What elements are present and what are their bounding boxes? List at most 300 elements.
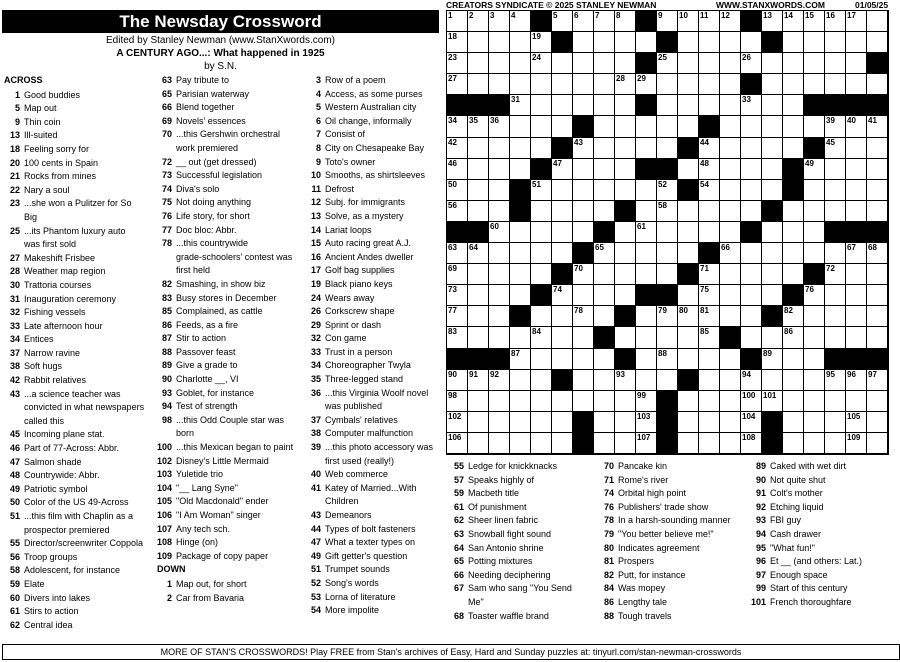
grid-cell[interactable] (510, 138, 531, 159)
grid-cell[interactable] (678, 306, 699, 327)
grid-cell[interactable] (678, 32, 699, 53)
grid-cell[interactable] (531, 74, 552, 95)
grid-cell[interactable] (552, 285, 573, 306)
grid-cell[interactable] (762, 95, 783, 116)
grid-cell[interactable] (825, 370, 846, 391)
grid-cell[interactable] (615, 327, 636, 348)
grid-cell[interactable] (804, 412, 825, 433)
grid-cell[interactable] (783, 327, 804, 348)
grid-cell[interactable] (657, 180, 678, 201)
grid-cell[interactable] (636, 201, 657, 222)
grid-cell[interactable] (552, 180, 573, 201)
grid-cell[interactable] (636, 327, 657, 348)
grid-cell[interactable] (615, 222, 636, 243)
grid-cell[interactable] (846, 32, 867, 53)
grid-cell[interactable] (657, 11, 678, 32)
grid-cell[interactable] (615, 11, 636, 32)
grid-cell[interactable] (783, 116, 804, 137)
grid-cell[interactable] (447, 327, 468, 348)
grid-cell[interactable] (762, 264, 783, 285)
grid-cell[interactable] (699, 222, 720, 243)
grid-cell[interactable] (552, 53, 573, 74)
grid-cell[interactable] (783, 11, 804, 32)
grid-cell[interactable] (720, 11, 741, 32)
grid-cell[interactable] (531, 53, 552, 74)
grid-cell[interactable] (636, 32, 657, 53)
grid-cell[interactable] (804, 53, 825, 74)
grid-cell[interactable] (846, 391, 867, 412)
grid-cell[interactable] (552, 243, 573, 264)
grid-cell[interactable] (783, 53, 804, 74)
grid-cell[interactable] (573, 370, 594, 391)
grid-cell[interactable] (846, 306, 867, 327)
grid-cell[interactable] (636, 370, 657, 391)
grid-cell[interactable] (531, 306, 552, 327)
grid-cell[interactable] (573, 306, 594, 327)
grid-cell[interactable] (762, 285, 783, 306)
grid-cell[interactable] (531, 327, 552, 348)
grid-cell[interactable] (741, 370, 762, 391)
grid-cell[interactable] (867, 412, 888, 433)
grid-cell[interactable] (615, 412, 636, 433)
grid-cell[interactable] (720, 264, 741, 285)
grid-cell[interactable] (762, 138, 783, 159)
grid-cell[interactable] (825, 327, 846, 348)
grid-cell[interactable] (615, 53, 636, 74)
grid-cell[interactable] (489, 433, 510, 454)
grid-cell[interactable] (573, 391, 594, 412)
grid-cell[interactable] (846, 327, 867, 348)
grid-cell[interactable] (636, 412, 657, 433)
grid-cell[interactable] (720, 138, 741, 159)
grid-cell[interactable] (468, 391, 489, 412)
grid-cell[interactable] (489, 74, 510, 95)
grid-cell[interactable] (720, 306, 741, 327)
grid-cell[interactable] (531, 391, 552, 412)
grid-cell[interactable] (699, 32, 720, 53)
grid-cell[interactable] (447, 138, 468, 159)
grid-cell[interactable] (678, 391, 699, 412)
grid-cell[interactable] (489, 391, 510, 412)
grid-cell[interactable] (699, 180, 720, 201)
grid-cell[interactable] (741, 306, 762, 327)
grid-cell[interactable] (510, 433, 531, 454)
grid-cell[interactable] (657, 264, 678, 285)
grid-cell[interactable] (636, 433, 657, 454)
grid-cell[interactable] (678, 159, 699, 180)
grid-cell[interactable] (594, 243, 615, 264)
grid-cell[interactable] (657, 138, 678, 159)
grid-cell[interactable] (720, 180, 741, 201)
grid-cell[interactable] (615, 159, 636, 180)
grid-cell[interactable] (867, 138, 888, 159)
grid-cell[interactable] (594, 159, 615, 180)
grid-cell[interactable] (594, 264, 615, 285)
grid-cell[interactable] (846, 180, 867, 201)
grid-cell[interactable] (741, 264, 762, 285)
grid-cell[interactable] (678, 74, 699, 95)
grid-cell[interactable] (699, 391, 720, 412)
grid-cell[interactable] (510, 349, 531, 370)
grid-cell[interactable] (468, 306, 489, 327)
grid-cell[interactable] (594, 32, 615, 53)
grid-cell[interactable] (636, 264, 657, 285)
grid-cell[interactable] (531, 412, 552, 433)
grid-cell[interactable] (867, 159, 888, 180)
grid-cell[interactable] (594, 306, 615, 327)
grid-cell[interactable] (573, 327, 594, 348)
grid-cell[interactable] (741, 243, 762, 264)
grid-cell[interactable] (741, 391, 762, 412)
grid-cell[interactable] (699, 53, 720, 74)
grid-cell[interactable] (678, 349, 699, 370)
grid-cell[interactable] (741, 32, 762, 53)
grid-cell[interactable] (594, 74, 615, 95)
grid-cell[interactable] (699, 370, 720, 391)
grid-cell[interactable] (531, 138, 552, 159)
grid-cell[interactable] (552, 116, 573, 137)
grid-cell[interactable] (783, 412, 804, 433)
grid-cell[interactable] (804, 285, 825, 306)
grid-cell[interactable] (678, 243, 699, 264)
grid-cell[interactable] (804, 180, 825, 201)
grid-cell[interactable] (489, 116, 510, 137)
grid-cell[interactable] (552, 391, 573, 412)
grid-cell[interactable] (594, 201, 615, 222)
grid-cell[interactable] (594, 349, 615, 370)
grid-cell[interactable] (510, 327, 531, 348)
grid-cell[interactable] (783, 32, 804, 53)
grid-cell[interactable] (531, 32, 552, 53)
grid-cell[interactable] (531, 222, 552, 243)
grid-cell[interactable] (552, 349, 573, 370)
grid-cell[interactable] (699, 327, 720, 348)
grid-cell[interactable] (867, 32, 888, 53)
grid-cell[interactable] (720, 391, 741, 412)
grid-cell[interactable] (489, 159, 510, 180)
grid-cell[interactable] (762, 53, 783, 74)
grid-cell[interactable] (699, 264, 720, 285)
grid-cell[interactable] (636, 138, 657, 159)
grid-cell[interactable] (804, 116, 825, 137)
grid-cell[interactable] (510, 116, 531, 137)
grid-cell[interactable] (447, 264, 468, 285)
grid-cell[interactable] (678, 95, 699, 116)
grid-cell[interactable] (615, 264, 636, 285)
grid-cell[interactable] (783, 433, 804, 454)
grid-cell[interactable] (783, 138, 804, 159)
grid-cell[interactable] (804, 370, 825, 391)
grid-cell[interactable] (531, 180, 552, 201)
grid-cell[interactable] (531, 201, 552, 222)
grid-cell[interactable] (531, 349, 552, 370)
grid-cell[interactable] (657, 243, 678, 264)
grid-cell[interactable] (489, 138, 510, 159)
grid-cell[interactable] (846, 264, 867, 285)
grid-cell[interactable] (468, 327, 489, 348)
grid-cell[interactable] (804, 74, 825, 95)
grid-cell[interactable] (825, 391, 846, 412)
grid-cell[interactable] (573, 11, 594, 32)
grid-cell[interactable] (741, 327, 762, 348)
grid-cell[interactable] (741, 412, 762, 433)
grid-cell[interactable] (867, 180, 888, 201)
grid-cell[interactable] (468, 74, 489, 95)
grid-cell[interactable] (846, 74, 867, 95)
grid-cell[interactable] (762, 159, 783, 180)
grid-cell[interactable] (552, 201, 573, 222)
grid-cell[interactable] (825, 433, 846, 454)
grid-cell[interactable] (867, 11, 888, 32)
grid-cell[interactable] (783, 370, 804, 391)
grid-cell[interactable] (804, 349, 825, 370)
grid-cell[interactable] (447, 74, 468, 95)
grid-cell[interactable] (762, 11, 783, 32)
grid-cell[interactable] (867, 116, 888, 137)
grid-cell[interactable] (531, 95, 552, 116)
grid-cell[interactable] (699, 11, 720, 32)
grid-cell[interactable] (468, 285, 489, 306)
grid-cell[interactable] (720, 412, 741, 433)
grid-cell[interactable] (615, 180, 636, 201)
grid-cell[interactable] (720, 32, 741, 53)
grid-cell[interactable] (741, 285, 762, 306)
grid-cell[interactable] (846, 285, 867, 306)
grid-cell[interactable] (741, 53, 762, 74)
grid-cell[interactable] (720, 53, 741, 74)
grid-cell[interactable] (489, 285, 510, 306)
grid-cell[interactable] (699, 412, 720, 433)
grid-cell[interactable] (447, 243, 468, 264)
grid-cell[interactable] (510, 95, 531, 116)
grid-cell[interactable] (468, 243, 489, 264)
grid-cell[interactable] (489, 264, 510, 285)
grid-cell[interactable] (804, 327, 825, 348)
grid-cell[interactable] (510, 370, 531, 391)
grid-cell[interactable] (531, 370, 552, 391)
grid-cell[interactable] (741, 138, 762, 159)
grid-cell[interactable] (678, 201, 699, 222)
grid-cell[interactable] (846, 433, 867, 454)
grid-cell[interactable] (867, 264, 888, 285)
grid-cell[interactable] (825, 138, 846, 159)
grid-cell[interactable] (867, 370, 888, 391)
grid-cell[interactable] (720, 285, 741, 306)
grid-cell[interactable] (846, 11, 867, 32)
grid-cell[interactable] (552, 11, 573, 32)
crossword-grid[interactable] (446, 10, 889, 455)
grid-cell[interactable] (468, 370, 489, 391)
grid-cell[interactable] (825, 180, 846, 201)
grid-cell[interactable] (594, 53, 615, 74)
grid-cell[interactable] (489, 370, 510, 391)
grid-cell[interactable] (678, 285, 699, 306)
grid-cell[interactable] (825, 32, 846, 53)
grid-cell[interactable] (615, 391, 636, 412)
grid-cell[interactable] (468, 412, 489, 433)
grid-cell[interactable] (615, 138, 636, 159)
grid-cell[interactable] (825, 412, 846, 433)
grid-cell[interactable] (594, 95, 615, 116)
grid-cell[interactable] (783, 243, 804, 264)
grid-cell[interactable] (510, 11, 531, 32)
grid-cell[interactable] (720, 349, 741, 370)
grid-cell[interactable] (573, 53, 594, 74)
grid-cell[interactable] (615, 32, 636, 53)
grid-cell[interactable] (699, 95, 720, 116)
grid-cell[interactable] (447, 433, 468, 454)
grid-cell[interactable] (804, 159, 825, 180)
grid-cell[interactable] (489, 53, 510, 74)
grid-cell[interactable] (594, 285, 615, 306)
grid-cell[interactable] (825, 264, 846, 285)
grid-cell[interactable] (657, 306, 678, 327)
grid-cell[interactable] (489, 327, 510, 348)
grid-cell[interactable] (867, 327, 888, 348)
grid-cell[interactable] (447, 201, 468, 222)
grid-cell[interactable] (594, 116, 615, 137)
grid-cell[interactable] (720, 159, 741, 180)
grid-cell[interactable] (783, 349, 804, 370)
grid-cell[interactable] (447, 412, 468, 433)
grid-cell[interactable] (468, 32, 489, 53)
grid-cell[interactable] (468, 116, 489, 137)
grid-cell[interactable] (489, 412, 510, 433)
grid-cell[interactable] (720, 116, 741, 137)
grid-cell[interactable] (783, 95, 804, 116)
grid-cell[interactable] (741, 159, 762, 180)
grid-cell[interactable] (510, 74, 531, 95)
grid-cell[interactable] (573, 264, 594, 285)
grid-cell[interactable] (468, 53, 489, 74)
grid-cell[interactable] (447, 11, 468, 32)
grid-cell[interactable] (825, 74, 846, 95)
grid-cell[interactable] (636, 306, 657, 327)
grid-cell[interactable] (846, 412, 867, 433)
grid-cell[interactable] (510, 32, 531, 53)
grid-cell[interactable] (867, 201, 888, 222)
grid-cell[interactable] (468, 138, 489, 159)
grid-cell[interactable] (510, 264, 531, 285)
grid-cell[interactable] (489, 180, 510, 201)
grid-cell[interactable] (510, 159, 531, 180)
grid-cell[interactable] (846, 159, 867, 180)
grid-cell[interactable] (678, 222, 699, 243)
grid-cell[interactable] (573, 349, 594, 370)
grid-cell[interactable] (867, 243, 888, 264)
grid-cell[interactable] (825, 243, 846, 264)
grid-cell[interactable] (783, 222, 804, 243)
grid-cell[interactable] (573, 74, 594, 95)
grid-cell[interactable] (846, 243, 867, 264)
grid-cell[interactable] (657, 370, 678, 391)
grid-cell[interactable] (867, 285, 888, 306)
grid-cell[interactable] (636, 391, 657, 412)
grid-cell[interactable] (594, 391, 615, 412)
grid-cell[interactable] (489, 306, 510, 327)
grid-cell[interactable] (573, 180, 594, 201)
grid-cell[interactable] (741, 116, 762, 137)
grid-cell[interactable] (762, 74, 783, 95)
grid-cell[interactable] (615, 433, 636, 454)
grid-cell[interactable] (846, 53, 867, 74)
grid-cell[interactable] (510, 222, 531, 243)
grid-cell[interactable] (720, 243, 741, 264)
grid-cell[interactable] (720, 370, 741, 391)
grid-cell[interactable] (573, 138, 594, 159)
grid-cell[interactable] (573, 95, 594, 116)
grid-cell[interactable] (447, 116, 468, 137)
grid-cell[interactable] (447, 159, 468, 180)
grid-cell[interactable] (447, 391, 468, 412)
grid-cell[interactable] (846, 138, 867, 159)
grid-cell[interactable] (678, 433, 699, 454)
grid-cell[interactable] (636, 349, 657, 370)
grid-cell[interactable] (531, 243, 552, 264)
grid-cell[interactable] (510, 243, 531, 264)
grid-cell[interactable] (762, 349, 783, 370)
grid-cell[interactable] (468, 433, 489, 454)
grid-cell[interactable] (636, 222, 657, 243)
grid-cell[interactable] (552, 222, 573, 243)
grid-cell[interactable] (699, 138, 720, 159)
grid-cell[interactable] (825, 201, 846, 222)
grid-cell[interactable] (825, 116, 846, 137)
grid-cell[interactable] (531, 116, 552, 137)
grid-cell[interactable] (699, 201, 720, 222)
grid-cell[interactable] (489, 11, 510, 32)
grid-cell[interactable] (699, 74, 720, 95)
grid-cell[interactable] (783, 306, 804, 327)
grid-cell[interactable] (636, 116, 657, 137)
grid-cell[interactable] (804, 11, 825, 32)
grid-cell[interactable] (615, 74, 636, 95)
grid-cell[interactable] (825, 306, 846, 327)
grid-cell[interactable] (552, 95, 573, 116)
grid-cell[interactable] (699, 306, 720, 327)
grid-cell[interactable] (678, 327, 699, 348)
grid-cell[interactable] (552, 327, 573, 348)
grid-cell[interactable] (762, 180, 783, 201)
grid-cell[interactable] (552, 306, 573, 327)
grid-cell[interactable] (657, 222, 678, 243)
grid-cell[interactable] (867, 306, 888, 327)
grid-cell[interactable] (741, 95, 762, 116)
grid-cell[interactable] (657, 201, 678, 222)
grid-cell[interactable] (699, 159, 720, 180)
grid-cell[interactable] (573, 32, 594, 53)
grid-cell[interactable] (573, 285, 594, 306)
grid-cell[interactable] (699, 433, 720, 454)
grid-cell[interactable] (804, 222, 825, 243)
grid-cell[interactable] (489, 32, 510, 53)
grid-cell[interactable] (615, 243, 636, 264)
grid-cell[interactable] (762, 370, 783, 391)
grid-cell[interactable] (615, 116, 636, 137)
grid-cell[interactable] (594, 138, 615, 159)
grid-cell[interactable] (510, 412, 531, 433)
grid-cell[interactable] (552, 433, 573, 454)
grid-cell[interactable] (468, 159, 489, 180)
grid-cell[interactable] (846, 116, 867, 137)
grid-cell[interactable] (615, 370, 636, 391)
grid-cell[interactable] (804, 243, 825, 264)
grid-cell[interactable] (489, 222, 510, 243)
grid-cell[interactable] (825, 53, 846, 74)
grid-cell[interactable] (678, 11, 699, 32)
grid-cell[interactable] (657, 74, 678, 95)
grid-cell[interactable] (657, 53, 678, 74)
